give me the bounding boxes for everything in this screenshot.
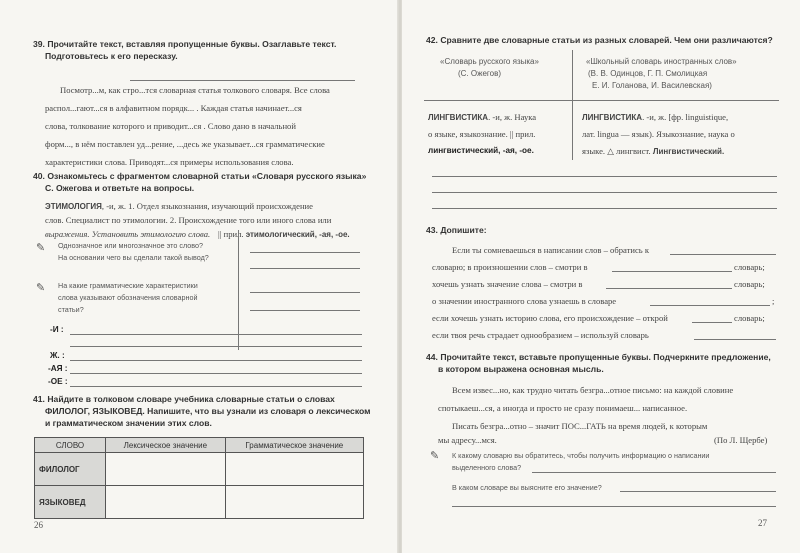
left-page [0,0,398,553]
question-1: Однозначное или многозначное это слово? [58,241,203,250]
pencil-icon: ✎ [36,281,46,294]
answer-line[interactable] [612,271,732,272]
question-2: статьи? [58,305,84,314]
t44-line: мы адресу...мся. [438,435,497,445]
task-40-title: 40. Ознакомьтесь с фрагментом словарной статьи «Словаря русского языка» [33,171,367,181]
answer-line[interactable] [606,288,732,289]
t43-line: ; [772,296,775,306]
entry-2-adj: Лингвистический. [652,147,725,156]
entry-2-text: лат. lingua — язык). Языкознание, наука о [582,129,735,139]
entry-adj-word: этимологический, -ая, -ое. [245,230,350,239]
answer-line[interactable] [620,491,776,492]
answer-cell[interactable] [106,453,226,486]
answer-line[interactable] [692,322,732,323]
question-2: слова указывают обозначения словарной [58,293,198,302]
answer-line[interactable] [694,339,776,340]
t43-line: если твоя речь страдает однообразием – используй словарь [432,330,649,340]
task-42-title: 42. Сравните две словарные статьи из разных словарей. Чем они различаются? [426,35,773,45]
dict2-name: «Школьный словарь иностранных слов» [586,57,737,66]
table-header-row [35,438,364,453]
task-39-subtitle: Подготовьтесь к его пересказу. [45,51,178,61]
table-row [35,453,364,486]
answer-line[interactable] [250,310,360,311]
entry-1-adj: лингвистический, -ая, -ое. [428,146,534,155]
ending-label: -ОЕ : [48,377,68,386]
answer-line[interactable] [250,268,360,269]
task-41-title: ФИЛОЛОГ, ЯЗЫКОВЕД. Напишите, что вы узнали из словаря о лексическом [45,406,371,416]
table-header: СЛОВО [35,438,106,453]
answer-cell[interactable] [225,486,363,519]
t43-line: если хочешь узнать историю слова, его происхождение – открой [432,313,668,323]
t44-line: Писать безгра...отно – значит ПОС...ГАТЬ на время людей, к которым [452,421,708,431]
dict2-author: Е. И. Голанова, И. Василевская) [592,81,712,90]
entry-1-text: . -и, ж. Наука [488,112,537,122]
t43-line: словарь; [734,262,765,272]
answer-line[interactable] [70,373,362,374]
dict1-author: (С. Ожегов) [458,69,502,78]
question-1: На основании чего вы сделали такой вывод? [58,253,209,262]
entry-1-headword: ЛИНГВИСТИКА [428,113,489,122]
t39-line: слова, толкование которого и приводит...ся . Слово дано в начальной [45,121,296,131]
page-number: 27 [758,518,767,528]
answer-line[interactable] [250,252,360,253]
answer-divider [238,230,239,350]
entry-text: , -и, ж. 1. Отдел языкознания, изучающий происхождение [101,201,313,211]
ending-label: Ж. : [50,351,65,360]
right-page [402,0,800,553]
t43-line: словарь; [734,279,765,289]
dict2-author: (В. В. Одинцов, Г. П. Смолицкая [588,69,708,78]
title-answer-line [130,80,355,81]
table-separator [424,100,779,101]
question-2: На какие грамматические характеристики [58,281,198,290]
t43-line: о значении иностранного слова узнаешь в словаре [432,296,617,306]
t43-line: словарю; в произношении слов – смотри в [432,262,588,272]
answer-line[interactable] [250,292,360,293]
t44-line: Всем извес...но, как трудно читать безгра...отное письмо: на каждой словине [452,385,734,395]
entry-text: выражения. Установить этимологию слова. [45,229,211,239]
entry-2-derivative: языке. △ лингвист. [582,146,651,156]
ending-label: -И : [50,325,64,334]
answer-cell[interactable] [106,486,226,519]
pencil-icon: ✎ [36,241,46,254]
dictionary-entry [45,202,313,211]
table-row [35,486,364,519]
entry-text: слов. Специалист по этимологии. 2. Происхождение того или иного слова или [45,215,332,225]
text-author: (По Л. Щербе) [714,435,768,445]
words-table [34,437,364,519]
answer-line[interactable] [432,176,777,177]
question-1: выделенного слова? [452,463,522,472]
task-43-title: 43. Допишите: [426,225,487,235]
answer-line[interactable] [532,472,776,473]
dict1-name: «Словарь русского языка» [440,57,539,66]
task-44-subtitle: в котором выражена основная мысль. [438,364,604,374]
entry-2-text: . -и, ж. [фр. linguistique, [642,112,729,122]
page-number: 26 [34,520,43,530]
task-39-title: 39. Прочитайте текст, вставляя пропущенные буквы. Озаглавьте текст. [33,39,337,49]
entry-2-text [582,147,724,156]
ending-label: -АЯ : [48,364,68,373]
task-41-title: 41. Найдите в толковом словаре учебника словарные статьи о словах [33,394,335,404]
question-2: В каком словаре вы выясните его значение? [452,483,602,492]
question-1: К какому словарю вы обратитесь, чтобы получить информацию о написании [452,451,710,460]
t43-line: хочешь узнать значение слова – смотри в [432,279,583,289]
answer-line[interactable] [70,346,362,347]
task-40-subtitle: С. Ожегова и ответьте на вопросы. [45,183,195,193]
entry-headword: ЭТИМОЛОГИЯ [45,202,102,211]
t44-line: спотыкаеш...ся, а иногда и просто не сразу понимаеш... написанное. [438,403,688,413]
entry-2 [582,113,728,122]
t39-line: характеристики слова. Приводят...ся примеры использования слова. [45,157,294,167]
pencil-icon: ✎ [430,449,440,462]
answer-line[interactable] [650,305,770,306]
t39-line: распол...гают...ся в алфавитном порядк... . Каждая статья начинает...ся [45,103,302,113]
t39-line: Посмотр...м, как стро...тся словарная статья толкового словаря. Все слова [60,85,330,95]
answer-cell[interactable] [225,453,363,486]
answer-line[interactable] [670,254,776,255]
entry-adj-prefix: || прил. [218,229,244,239]
column-divider [572,50,573,160]
t43-line: словарь; [734,313,765,323]
answer-line[interactable] [452,506,776,507]
answer-line[interactable] [70,360,362,361]
table-header: Лексическое значение [106,438,226,453]
task-44-title: 44. Прочитайте текст, вставьте пропущенные буквы. Подчеркните предложение, [426,352,771,362]
t39-line: форм..., в нём поставлен уд...рение, ...десь же указывает...ся грамматические [45,139,325,149]
entry-1 [428,113,536,122]
row-label: ЯЗЫКОВЕД [35,486,106,519]
answer-line[interactable] [432,192,777,193]
row-label: ФИЛОЛОГ [35,453,106,486]
answer-line[interactable] [70,334,362,335]
entry-2-headword: ЛИНГВИСТИКА [582,113,643,122]
answer-line[interactable] [70,386,362,387]
task-41-title: и грамматическом значении этих слов. [45,418,212,428]
t43-line: Если ты сомневаешься в написании слов – обратись к [452,245,650,255]
answer-line[interactable] [432,208,777,209]
entry-1-text: о языке, языкознание. || прил. [428,129,536,139]
table-header: Грамматическое значение [225,438,363,453]
